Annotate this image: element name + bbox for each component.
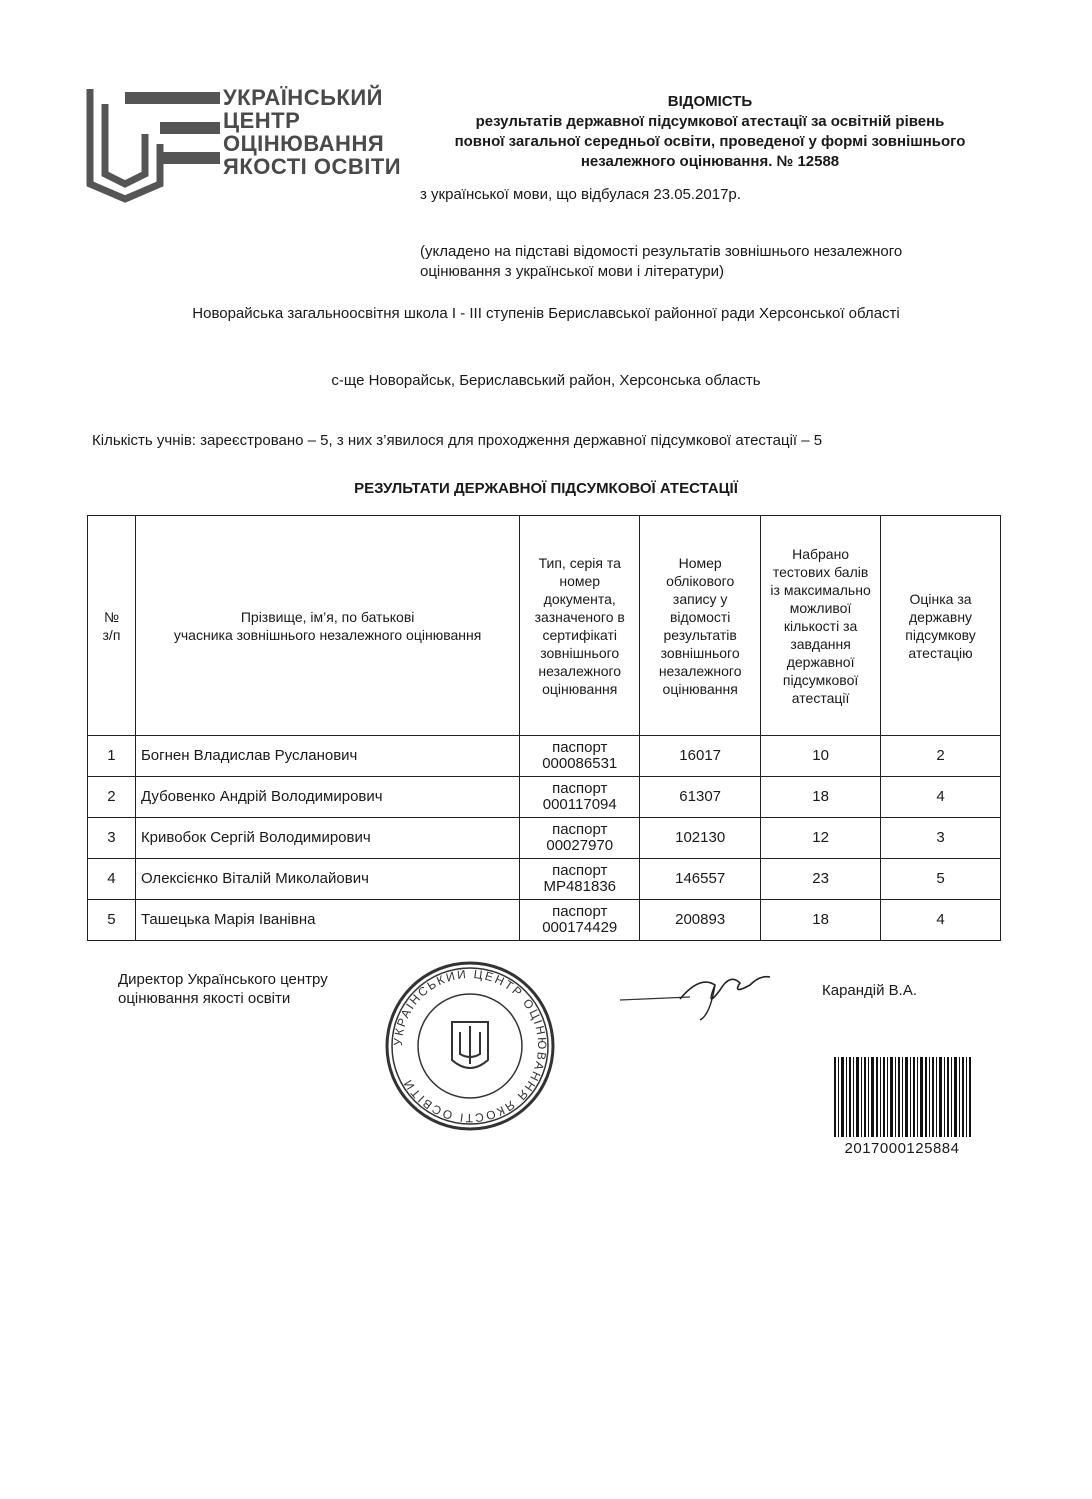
header-text: документа,	[543, 590, 616, 607]
row-number: 4	[88, 859, 136, 900]
header-text: тестових балів	[772, 563, 869, 580]
header-text: зовнішнього	[660, 644, 740, 661]
logo-text	[223, 86, 401, 178]
doc-type: паспорт	[552, 903, 608, 920]
test-score: 12	[761, 818, 881, 859]
header-text: номер	[559, 572, 601, 589]
document-title: ВІДОМІСТЬ	[667, 93, 753, 110]
student-name: Олексієнко Віталій Миколайович	[135, 859, 519, 900]
col-header-name	[135, 516, 519, 736]
header-text: атестації	[791, 689, 850, 706]
document-cell	[520, 736, 640, 777]
header-line: результатів державної підсумкової атестації за освітній рівень	[475, 113, 945, 130]
grade: 5	[881, 859, 1001, 900]
grade: 4	[881, 900, 1001, 941]
barcode-icon	[832, 1057, 972, 1137]
logo-line: ЦЕНТР	[223, 108, 301, 133]
doc-type: паспорт	[552, 780, 608, 797]
doc-number: 000174429	[542, 919, 618, 936]
signatory-position	[118, 970, 328, 1008]
doc-number: 000117094	[542, 796, 617, 813]
header-text: №	[103, 608, 119, 625]
header-text: Номер	[678, 554, 722, 571]
header-text: оцінювання	[662, 680, 738, 697]
logo-line: ЯКОСТІ ОСВІТИ	[223, 154, 402, 179]
test-score: 18	[761, 777, 881, 818]
header-line: повної загальної середньої освіти, проведеної у формі зовнішнього	[454, 133, 966, 150]
school-name: Новорайська загальноосвітня школа І - ІІІ ступенів Бериславської районної ради Херсонської області	[192, 305, 900, 322]
doc-type: паспорт	[552, 821, 608, 838]
header-text: Набрано	[792, 545, 850, 562]
doc-number: 00027970	[546, 837, 614, 854]
header-text: зовнішнього	[540, 644, 620, 661]
official-stamp	[384, 960, 556, 1132]
subject-line: з української мови, що відбулася 23.05.2017р.	[420, 186, 741, 203]
document-cell	[520, 900, 640, 941]
table-header-row	[88, 516, 1001, 736]
handwritten-signature	[620, 955, 790, 1025]
table-row	[88, 859, 1001, 900]
header-text: результатів	[663, 626, 737, 643]
grade: 4	[881, 777, 1001, 818]
student-name: Дубовенко Андрій Володимирович	[135, 777, 519, 818]
position-line: оцінювання якості освіти	[118, 990, 291, 1007]
school-location: с-ще Новорайськ, Бериславський район, Херсонська область	[331, 372, 761, 389]
row-number: 2	[88, 777, 136, 818]
header-text: атестацію	[908, 644, 973, 661]
table-row	[88, 818, 1001, 859]
document-header	[410, 92, 1010, 172]
header-text: зазначеного в	[534, 608, 625, 625]
logo-mark-icon	[85, 84, 225, 204]
student-name: Ташецька Марія Іванівна	[135, 900, 519, 941]
basis-line: оцінювання з української мови і літератури)	[420, 263, 725, 280]
record-number: 102130	[640, 818, 761, 859]
header-text: відомості	[669, 608, 731, 625]
logo-line: УКРАЇНСЬКИЙ	[223, 85, 383, 110]
ucoyo-logo	[85, 84, 415, 204]
signature-icon	[620, 955, 790, 1025]
header-text: можливої	[789, 599, 852, 616]
document-cell	[520, 818, 640, 859]
col-header-number	[88, 516, 136, 736]
doc-type: паспорт	[552, 862, 608, 879]
header-text: запису у	[672, 590, 728, 607]
record-number: 16017	[640, 736, 761, 777]
header-text: підсумкову	[905, 626, 976, 643]
student-name: Кривобок Сергій Володимирович	[135, 818, 519, 859]
header-text: із максимально	[770, 581, 871, 598]
col-header-score	[761, 516, 881, 736]
student-name: Богнен Владислав Русланович	[135, 736, 519, 777]
barcode-number: 2017000125884	[844, 1140, 960, 1157]
header-text: учасника зовнішнього незалежного оцінювання	[173, 626, 482, 643]
test-score: 10	[761, 736, 881, 777]
table-row	[88, 736, 1001, 777]
results-title: РЕЗУЛЬТАТИ ДЕРЖАВНОЇ ПІДСУМКОВОЇ АТЕСТАЦІЇ	[354, 480, 738, 497]
header-text: Прізвище, ім’я, по батькові	[240, 608, 415, 625]
header-text: Оцінка за	[909, 590, 972, 607]
test-score: 18	[761, 900, 881, 941]
doc-number: МР481836	[543, 878, 617, 895]
header-text: кількості за	[783, 617, 858, 634]
test-score: 23	[761, 859, 881, 900]
col-header-grade	[881, 516, 1001, 736]
stamp-text: УКРАЇНСЬКИЙ ЦЕНТР ОЦІНЮВАННЯ ЯКОСТІ ОСВІТИ	[390, 966, 550, 1126]
header-text: завдання	[790, 635, 851, 652]
students-count: Кількість учнів: зареєстровано – 5, з них з’явилося для проходження державної підсумкової атестації – 5	[92, 432, 823, 449]
header-text: державної	[786, 653, 855, 670]
col-header-document	[520, 516, 640, 736]
stamp-icon	[384, 960, 556, 1132]
row-number: 3	[88, 818, 136, 859]
header-text: незалежного	[658, 662, 742, 679]
header-text: з/п	[102, 626, 121, 643]
header-text: облікового	[666, 572, 735, 589]
document-cell	[520, 777, 640, 818]
col-header-record	[640, 516, 761, 736]
table-row	[88, 900, 1001, 941]
grade: 3	[881, 818, 1001, 859]
header-text: державну	[909, 608, 973, 625]
header-text: сертифікаті	[542, 626, 618, 643]
signatory-name: Карандій В.А.	[822, 982, 918, 999]
header-text: оцінювання	[542, 680, 618, 697]
header-text: незалежного	[538, 662, 622, 679]
grade: 2	[881, 736, 1001, 777]
basis-line: (укладено на підставі відомості результатів зовнішнього незалежного	[420, 243, 903, 260]
doc-number: 000086531	[542, 755, 618, 772]
document-cell	[520, 859, 640, 900]
barcode	[832, 1057, 972, 1137]
record-number: 61307	[640, 777, 761, 818]
position-line: Директор Українського центру	[118, 971, 328, 988]
results-table	[87, 515, 1001, 941]
row-number: 1	[88, 736, 136, 777]
row-number: 5	[88, 900, 136, 941]
logo-line: ОЦІНЮВАННЯ	[223, 131, 385, 156]
header-text: підсумкової	[782, 671, 859, 688]
table-row	[88, 777, 1001, 818]
record-number: 146557	[640, 859, 761, 900]
header-text: Тип, серія та	[538, 554, 621, 571]
doc-type: паспорт	[552, 739, 608, 756]
record-number: 200893	[640, 900, 761, 941]
header-line: незалежного оцінювання. № 12588	[580, 153, 840, 170]
